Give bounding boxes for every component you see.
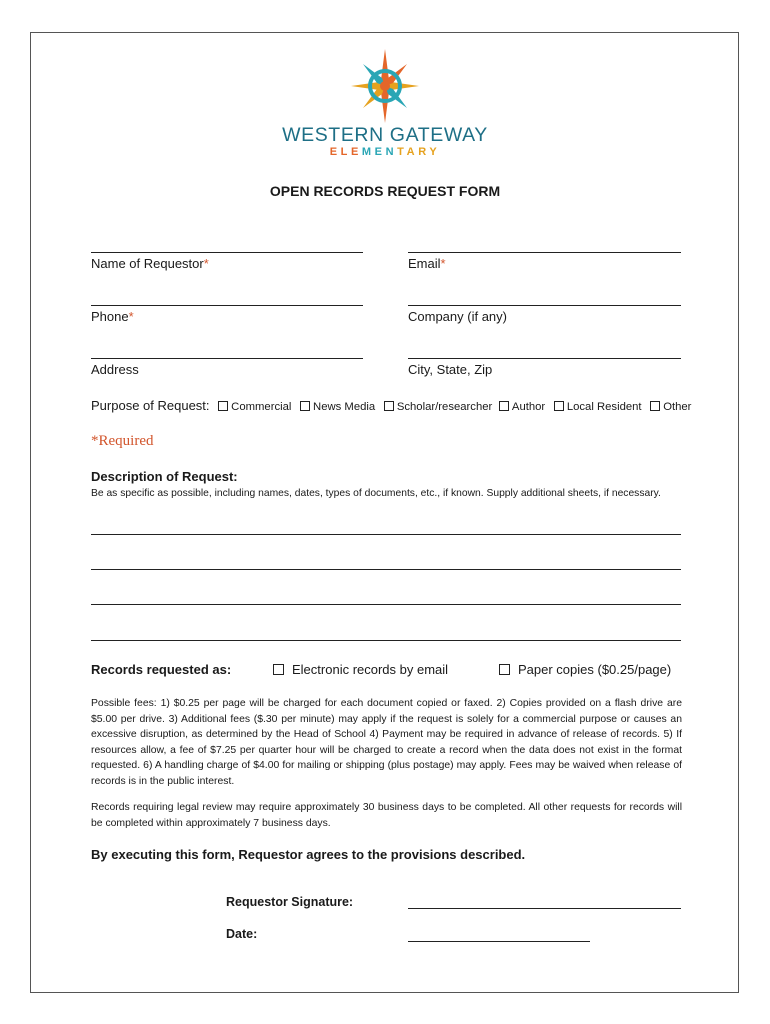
required-note: *Required — [91, 433, 154, 449]
checkbox-icon[interactable] — [650, 401, 660, 411]
signature-field[interactable] — [408, 908, 681, 909]
purpose-option-commercial[interactable]: Commercial — [218, 401, 291, 413]
checkbox-icon[interactable] — [300, 401, 310, 411]
checkbox-icon[interactable] — [218, 401, 228, 411]
checkbox-icon[interactable] — [384, 401, 394, 411]
address-label: Address — [91, 362, 139, 377]
records-requested-label: Records requested as: — [91, 662, 232, 677]
phone-label: Phone* — [91, 309, 134, 324]
school-subtitle: ELEMENTARY — [329, 146, 441, 158]
purpose-option-news-media[interactable]: News Media — [300, 401, 375, 413]
purpose-of-request — [91, 398, 691, 413]
name-field[interactable] — [91, 252, 363, 253]
purpose-option-local-resident[interactable]: Local Resident — [554, 401, 642, 413]
fees-paragraph: Possible fees: 1) $0.25 per page will be charged for each document copied or faxed. 2) Copies provided on a flash drive are $5.00 per drive. 3) Additional fees ($.30 per minute) may apply if the request is solely for a commercial purpose or causes an excessive disruption, as determined by the Head of School 4) Payment may be required in advance of release of records. 5) If resources allow, a fee of $7.25 per quarter hour will be charged to create a record when the data does not exist in the format requested. 6) A handling charge of $4.00 for mailing or shipping (plus postage) may apply. Fees may be waived when release of records is in the public interest. — [91, 698, 682, 787]
agreement-statement: By executing this form, Requestor agrees to the provisions described. — [91, 847, 526, 862]
address-field[interactable] — [91, 358, 363, 359]
description-line[interactable] — [91, 534, 681, 535]
company-field[interactable] — [408, 305, 681, 306]
date-label: Date: — [226, 927, 258, 941]
review-paragraph: Records requiring legal review may require approximately 30 business days to be completed. All other requests for records will be completed within approximately 7 business days. — [91, 802, 682, 829]
description-line[interactable] — [91, 604, 681, 605]
purpose-option-other[interactable]: Other — [650, 401, 691, 413]
purpose-option-author[interactable]: Author — [499, 401, 545, 413]
phone-field[interactable] — [91, 305, 363, 306]
purpose-option-scholar[interactable]: Scholar/researcher — [384, 401, 492, 413]
description-title: Description of Request: — [91, 469, 238, 484]
purpose-label: Purpose of Request: — [91, 398, 210, 413]
records-option-paper[interactable]: Paper copies ($0.25/page) — [499, 662, 671, 677]
school-name: WESTERN GATEWAY — [282, 124, 488, 146]
city-state-zip-field[interactable] — [408, 358, 681, 359]
date-field[interactable] — [408, 941, 590, 942]
form-title: OPEN RECORDS REQUEST FORM — [269, 183, 501, 199]
compass-star-logo — [349, 46, 421, 126]
checkbox-icon[interactable] — [273, 664, 284, 675]
city-state-zip-label: City, State, Zip — [408, 362, 493, 377]
records-option-electronic[interactable]: Electronic records by email — [273, 662, 448, 677]
description-instructions: Be as specific as possible, including names, dates, types of documents, etc., if known. Supply additional sheets, if necessary. — [91, 488, 661, 499]
signature-label: Requestor Signature: — [226, 895, 354, 909]
email-label: Email* — [408, 256, 446, 271]
email-field[interactable] — [408, 252, 681, 253]
checkbox-icon[interactable] — [554, 401, 564, 411]
company-label: Company (if any) — [408, 309, 507, 324]
checkbox-icon[interactable] — [499, 664, 510, 675]
name-label: Name of Requestor* — [91, 256, 209, 271]
description-line[interactable] — [91, 569, 681, 570]
checkbox-icon[interactable] — [499, 401, 509, 411]
description-line[interactable] — [91, 640, 681, 641]
